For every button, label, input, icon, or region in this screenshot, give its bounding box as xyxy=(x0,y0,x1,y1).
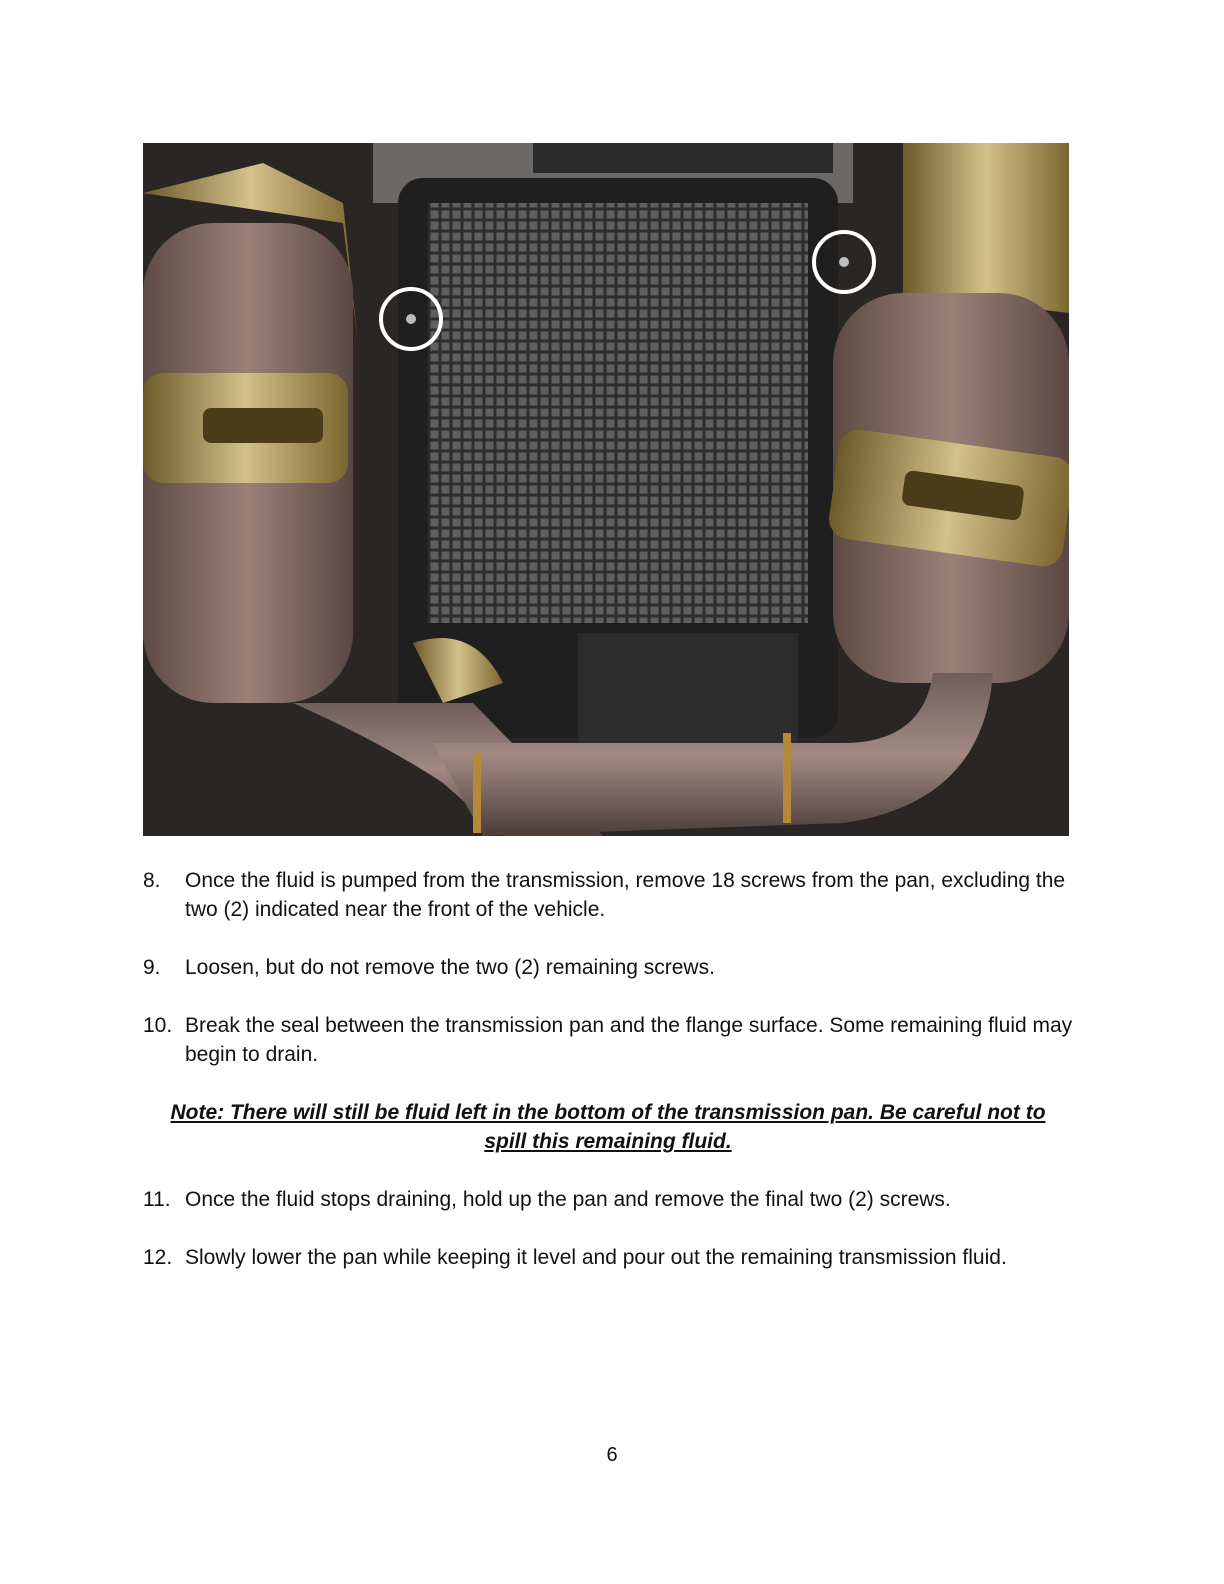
step-11 xyxy=(143,1185,1073,1214)
page-number: 6 xyxy=(606,1444,618,1466)
step-text: Break the seal between the transmission pan and the flange surface. Some remaining fluid may begin to drain. xyxy=(185,1014,1073,1066)
step-8 xyxy=(143,866,1073,924)
step-9 xyxy=(143,953,1073,982)
step-number: 9. xyxy=(143,956,161,979)
step-text: Once the fluid is pumped from the transmission, remove 18 screws from the pan, excluding the two (2) indicated near the front of the vehicle. xyxy=(185,869,1066,921)
photo-illustration xyxy=(143,143,1069,836)
step-12 xyxy=(143,1243,1073,1272)
step-text: Slowly lower the pan while keeping it level and pour out the remaining transmission fluid. xyxy=(185,1246,1007,1269)
instruction-steps xyxy=(143,866,1073,1301)
step-10 xyxy=(143,1011,1073,1069)
step-number: 11. xyxy=(143,1188,171,1211)
step-number: 12. xyxy=(143,1246,173,1269)
step-text: Once the fluid stops draining, hold up the pan and remove the final two (2) screws. xyxy=(185,1188,951,1211)
transmission-pan-photo xyxy=(143,143,1069,836)
step-text: Loosen, but do not remove the two (2) remaining screws. xyxy=(185,956,715,979)
step-number: 10. xyxy=(143,1014,173,1037)
caution-note: Note: There will still be fluid left in the bottom of the transmission pan. Be careful not to spill this remaining fluid. xyxy=(170,1101,1046,1153)
step-number: 8. xyxy=(143,869,161,892)
